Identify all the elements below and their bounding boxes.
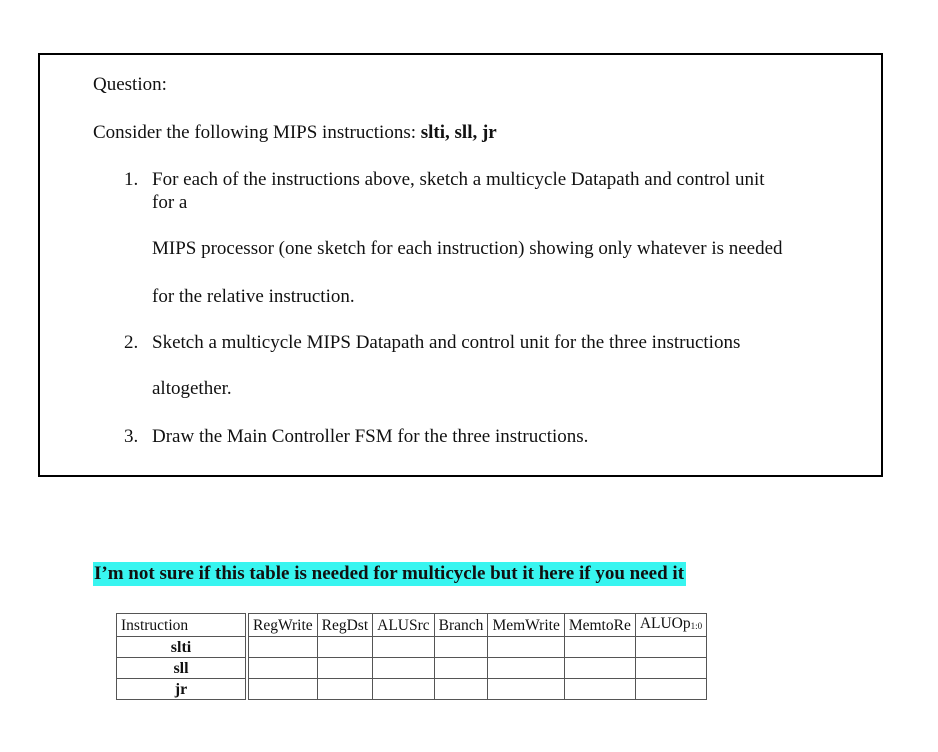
item-1-number: 1.	[124, 169, 139, 190]
aluop-label: ALUOp	[639, 615, 691, 632]
item-2-number: 2.	[124, 332, 139, 353]
item-1-line-1: For each of the instructions above, sketch a multicycle Datapath and control unit	[152, 169, 765, 190]
header-regwrite: RegWrite	[249, 614, 318, 637]
table-cell	[635, 637, 706, 658]
table-cell	[434, 658, 488, 679]
table-cell	[373, 679, 435, 700]
table-cell	[434, 679, 488, 700]
header-aluop	[635, 614, 706, 637]
item-3-number: 3.	[124, 426, 139, 447]
intro-prefix: Consider the following MIPS instructions:	[93, 122, 421, 143]
table-header-row	[117, 614, 707, 637]
header-memwrite: MemWrite	[488, 614, 564, 637]
row-instruction-sll: sll	[117, 658, 246, 679]
item-1-line-4: for the relative instruction.	[152, 286, 355, 307]
table-cell	[488, 679, 564, 700]
table-cell	[488, 658, 564, 679]
item-2-line-2: altogether.	[152, 378, 232, 399]
item-2-line-1: Sketch a multicycle MIPS Datapath and control unit for the three instructions	[152, 332, 741, 353]
table-cell	[635, 658, 706, 679]
question-box	[38, 53, 883, 477]
table-row	[117, 637, 707, 658]
question-intro	[93, 122, 497, 144]
header-memtore: MemtoRe	[564, 614, 635, 637]
table-cell	[635, 679, 706, 700]
header-regdst: RegDst	[317, 614, 373, 637]
table-cell	[249, 679, 318, 700]
table-cell	[434, 637, 488, 658]
header-instruction: Instruction	[117, 614, 246, 637]
aluop-subscript: 1:0	[690, 621, 703, 631]
table-cell	[317, 679, 373, 700]
table-cell	[564, 658, 635, 679]
table-cell	[317, 658, 373, 679]
table-cell	[317, 637, 373, 658]
row-instruction-jr: jr	[117, 679, 246, 700]
table-cell	[249, 658, 318, 679]
item-3-line-1: Draw the Main Controller FSM for the three instructions.	[152, 426, 589, 447]
table-cell	[373, 658, 435, 679]
control-signal-table	[116, 613, 707, 700]
question-heading: Question:	[93, 74, 167, 95]
header-alusrc: ALUSrc	[373, 614, 435, 637]
item-1-line-2: for a	[152, 192, 188, 213]
table-cell	[488, 637, 564, 658]
item-1-line-3: MIPS processor (one sketch for each instruction) showing only whatever is needed	[152, 238, 783, 259]
row-instruction-slti: slti	[117, 637, 246, 658]
table-row	[117, 679, 707, 700]
table-cell	[564, 679, 635, 700]
table-row	[117, 658, 707, 679]
header-branch: Branch	[434, 614, 488, 637]
table-cell	[249, 637, 318, 658]
table-cell	[373, 637, 435, 658]
intro-instructions: slti, sll, jr	[420, 122, 497, 143]
table-cell	[564, 637, 635, 658]
highlighted-note: I’m not sure if this table is needed for multicycle but it here if you need it	[94, 563, 685, 584]
